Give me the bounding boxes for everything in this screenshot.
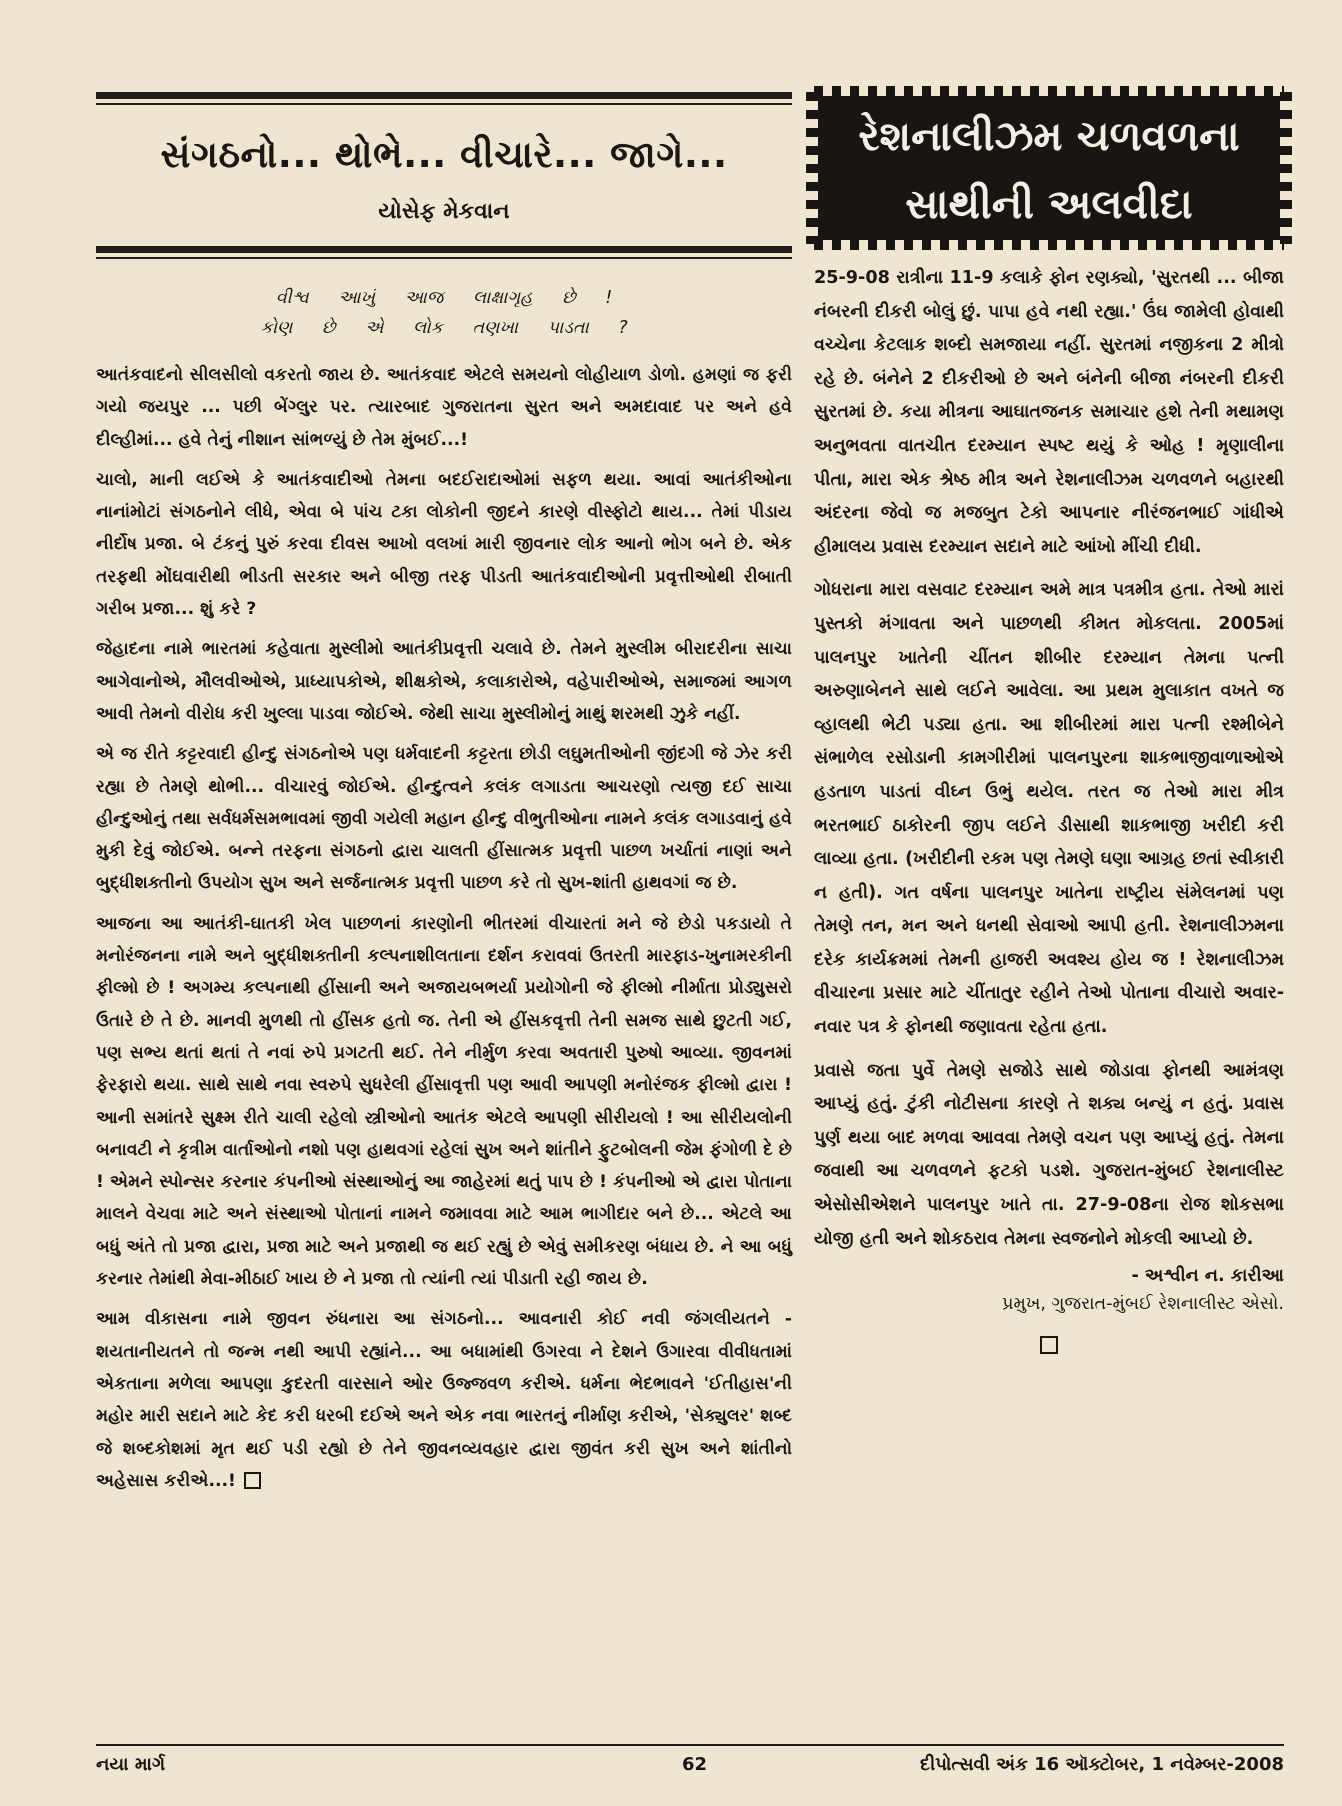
banner-title: [814, 92, 1284, 244]
paragraph: ગોધરાના મારા વસવાટ દરમ્યાન અમે માત્ર પત્રમીત્ર હતા. તેઓ મારાં પુસ્તકો મંગાવતા અને પાછળથી કીમત મોકલતા. 2005માં પાલનપુર ખાતેની ચીંતન શીબીર દરમ્યાન તેમના પત્ની અરુણાબેનને સાથે લઈને આવેલા. આ પ્રથમ મુલાકાત વખતે જ વ્હાલથી ભેટી પડ્યા હતા. આ શીબીરમાં મારા પત્ની રશ્મીબેને સંભાળેલ રસોડાની કામગીરીમાં પાલનપુરના શાકભાજીવાળાઓએ હડતાળ પાડતાં વીઘ્ન ઉભું થયેલ. તરત જ તેઓ મારા મીત્ર ભરતભાઈ ઠાકોરની જીપ લઈને ડીસાથી શાકભાજી ખરીદી કરી લાવ્યા હતા. (ખરીદીની રકમ પણ તેમણે ઘણા આગ્રહ છતાં સ્વીકારી ન હતી). ગત વર્ષના પાલનપુર ખાતેના રાષ્ટ્રીય સંમેલનમાં પણ તેમણે તન, મન અને ધનથી સેવાઓ આપી હતી. રેશનાલીઝમના દરેક કાર્યક્રમમાં તેમની હાજરી અવશ્ય હોય જ ! રેશનાલીઝમ વીચારના પ્રસાર માટે ચીંતાતુર રહીને તેઓ પોતાના વીચારો અવાર-નવાર પત્ર કે ફોનથી જણાવતા રહેતા હતા.: [814, 580, 1284, 1038]
article-right: [814, 92, 1284, 1354]
banner-line-1: રેશનાલીઝમ ચળવળના: [858, 112, 1240, 160]
poem-line: કોણ છે એ લોક તણખા પાડતા ?: [260, 318, 628, 338]
paragraph-text: આમ વીકાસના નામે જીવન રુંધનારા આ સંગઠનો... આવનારી કોઈ નવી જંગલીયતને - શયતાનીયતને તો જન્મ નથી આપી રહ્યાંને... આ બધામાંથી ઉગરવા ને દેશને ઉગારવા વીવીધતામાં એકતાના મળેલા આપણા કુદરતી વારસાને ઓર ઉજ્જવળ કરીએ. ધર્મના ભેદભાવને 'ઈતીહાસ'ની મહોર મારી સદાને માટે કેદ કરી ધરબી દઈએ અને એક નવા ભારતનું નીર્માણ કરીએ, 'સેક્યુલર' શબ્દ જે શબ્દકોશમાં મૃત થઈ પડી રહ્યો છે તેને જીવનવ્યવહાર દ્વારા જીવંત કરી સુખ અને શાંતીનો અહેસાસ કરીએ...!: [96, 1309, 792, 1491]
end-mark-icon: [1040, 1336, 1058, 1354]
paragraph: પ્રવાસે જતા પુર્વે તેમણે સજોડે સાથે જોડાવા ફોનથી આમંત્રણ આપ્યું હતું. ટુંકી નોટીસના કારણે તે શક્ય બન્યું ન હતું. પ્રવાસ પુર્ણ થયા બાદ મળવા આવવા તેમણે વચન પણ આપ્યું હતું. તેમના જવાથી આ ચળવળને ફટકો પડશે. ગુજરાત-મુંબઈ રેશનાલીસ્ટ એસોસીએશને પાલનપુર ખાતે તા. 27-9-08ના રોજ શોકસભા યોજી હતી અને શોકઠરાવ તેમના સ્વજનોને મોકલી આપ્યો છે.: [814, 1060, 1284, 1249]
poem-line: વીશ્વ આખું આજ લાક્ષાગૃહ છે !: [275, 288, 613, 308]
top-rule: [96, 92, 792, 99]
paragraph: એ જ રીતે કટ્ટરવાદી હીન્દુ સંગઠનોએ પણ ધર્મવાદની કટ્ટરતા છોડી લઘુમતીઓની જીંદગી જે ઝેર કરી રહ્યા છે તેમણે થોભી... વીચારવું જોઈએ. હીન્દુત્વને કલંક લગાડતા આચરણો ત્યજી દઈ સાચા હીન્દુઓનું તથા સર્વધર્મસમભાવમાં જીવી ગયેલી મહાન હીન્દુ વીભુતીઓના નામને કલંક લગાડવાનું હવે મુકી દેવું જોઈએ. બન્ને તરફના સંગઠનો દ્વારા ચાલતી હીંસાત્મક પ્રવૃત્તી પાછળ ખર્ચાતાં નાણાં અને બુદ્ધીશક્તીનો ઉપયોગ સુખ અને સર્જનાત્મક પ્રવૃત્તી પાછળ કરે તો સુખ-શાંતી હાથવગાં જ છે.: [96, 744, 792, 894]
poem-quote: [96, 283, 792, 343]
paragraph: આજના આ આતંકી-ઘાતકી ખેલ પાછળનાં કારણોની ભીતરમાં વીચારતાં મને જે છેડો પકડાયો તે મનોરંજનના નામે અને બુદ્ધીશક્તીની કલ્પનાશીલતાના દર્શન કરાવવાં ઉતરતી મારફાડ-ખુનામરકીની ફીલ્મો છે ! અગમ્ય કલ્પનાથી હીંસાની અને અજાયબભર્યા પ્રયોગોની જે ફીલ્મો નીર્માતા પ્રોડ્યુસરો ઉતારે છે તે છે. માનવી મુળથી તો હીંસક હતો જ. તેની એ હીંસકવૃત્તી તેની સમજ સાથે છુટતી ગઈ, પણ સભ્ય થતાં થતાં તે નવાં રુપે પ્રગટતી થઈ. તેને નીર્મુળ કરવા અવતારી પુરુષો આવ્યા. જીવનમાં ફેરફારો થયા. સાથે સાથે નવા સ્વરુપે સુધરેલી હીંસાવૃત્તી પણ આવી આપણી મનોરંજક ફીલ્મો દ્વારા ! આની સમાંતરે સુક્ષ્મ રીતે ચાલી રહેલો સ્ત્રીઓનો આતંક એટલે આપણી સીરીયલો ! આ સીરીયલોની બનાવટી ને કૃત્રીમ વાર્તાઓનો નશો પણ હાથવગાં રહેલાં સુખ અને શાંતીને ફુટબોલની જેમ ફંગોળી દે છે ! એમને સ્પોન્સર કરનાર કંપનીઓ સંસ્થાઓનું આ જાહેરમાં થતું પાપ છે ! કંપનીઓ એ દ્વારા પોતાના માલને વેચવા માટે અને સંસ્થાઓ પોતાનાં નામને જમાવવા માટે આમ ભાગીદાર બને છે... એટલે આ બધું અંતે તો પ્રજા દ્વારા, પ્રજા માટે અને પ્રજાથી જ થઈ રહ્યું છે એવું સમીકરણ બંધાય છે. ને આ બધું કરનાર તેમાંથી મેવા-મીઠાઈ ખાય છે ને પ્રજા તો ત્યાંની ત્યાં પીડાતી રહી જાય છે.: [96, 913, 792, 1290]
magazine-name: નયા માર્ગ: [96, 1754, 166, 1775]
banner-line-2: સાથીની અલવીદા: [905, 180, 1193, 228]
issue-info: દીપોત્સવી અંક 16 ઑક્ટોબર, 1 નવેમ્બર-2008: [920, 1754, 1284, 1775]
article-title: સંગઠનો... થોભે... વીચારે... જાગે...: [160, 133, 728, 176]
banner-edge: [814, 240, 1284, 250]
paragraph-last: [96, 1303, 792, 1497]
page-footer: [96, 1744, 1284, 1786]
paragraph: ચાલો, માની લઈએ કે આતંકવાદીઓ તેમના બદઈરાદાઓમાં સફળ થયા. આવાં આતંકીઓના નાનાંમોટાં સંગઠનોને લીધે, એવા બે પાંચ ટકા લોકોની જીદને કારણે વીસ્ફોટો થાય... તેમાં પીડાય નીર્દોષ પ્રજા. બે ટંકનું પુરું કરવા દીવસ આખો વલખાં મારી જીવનાર લોક આનો ભોગ બને છે. એક તરફથી મોંઘવારીથી ભીડતી સરકાર અને બીજી તરફ પીડતી આતંકવાદીઓની પ્રવૃત્તીઓથી રીબાતી ગરીબ પ્રજા... શું કરે ?: [96, 469, 792, 620]
paragraph: 25-9-08 રાત્રીના 11-9 કલાકે ફોન રણક્યો, 'સુરતથી ... બીજા નંબરની દીકરી બોલું છું. પાપા હવે નથી રહ્યા.' ઉંઘ જામેલી હોવાથી વચ્ચેના કેટલાક શબ્દો સમજાયા નહીં. સુરતમાં નજીકના 2 મીત્રો રહે છે. બંનેને 2 દીકરીઓ છે અને બંનેની બીજા નંબરની દીકરી સુરતમાં છે. કયા મીત્રના આઘાતજનક સમાચાર હશે તેની મથામણ અનુભવતા વાતચીત દરમ્યાન સ્પષ્ટ થયું કે ઓહ ! મૃણાલીના પીતા, મારા એક શ્રેષ્ઠ મીત્ર અને રેશનાલીઝમ ચળવળને બહારથી અંદરના જેવો જ મજબુત ટેકો આપનાર નીરંજનભાઈ ગાંધીએ હીમાલય પ્રવાસ દરમ્યાન સદાને માટે આંખો મીંચી દીધી.: [814, 268, 1284, 557]
signature-role: પ્રમુખ, ગુજરાત-મુંબઈ રેશનાલીસ્ટ એસો.: [1002, 1294, 1284, 1315]
signature-name: - અશ્વીન ન. કારીઆ: [1131, 1266, 1284, 1287]
end-mark-icon: [244, 1472, 261, 1489]
page-number: 62: [682, 1754, 708, 1775]
top-rule-thin: [96, 103, 792, 105]
article-author: યોસેફ મેકવાન: [378, 199, 510, 224]
byline-rule-thin: [96, 257, 792, 259]
banner-edge: [814, 86, 1284, 96]
byline-rule: [96, 246, 792, 253]
paragraph: જેહાદના નામે ભારતમાં કહેવાતા મુસ્લીમો આતંકીપ્રવૃત્તી ચલાવે છે. તેમને મુસ્લીમ બીરાદરીના સાચા આગેવાનોએ, મૌલવીઓએ, પ્રાધ્યાપકોએ, શીક્ષકોએ, કલાકારોએ, વહેપારીઓએ, સમાજમાં આગળ આવી તેમનો વીરોધ કરી ખુલ્લા પાડવા જોઈએ. જેથી સાચા મુસ્લીમોનું માથું શરમથી ઝુકે નહીં.: [96, 639, 792, 724]
article-left: [96, 92, 792, 1505]
paragraph: આતંકવાદનો સીલસીલો વકરતો જાય છે. આતંકવાદ એટલે સમયનો લોહીયાળ ડોળો. હમણાં જ ફરી ગયો જયપુર ... પછી બેંગ્લુર પર. ત્યારબાદ ગુજરાતના સુરત અને અમદાવાદ પર અને હવે દીલ્હીમાં... હવે તેનું નીશાન સાંભળ્યું છે તેમ મુંબઈ...!: [96, 365, 792, 450]
